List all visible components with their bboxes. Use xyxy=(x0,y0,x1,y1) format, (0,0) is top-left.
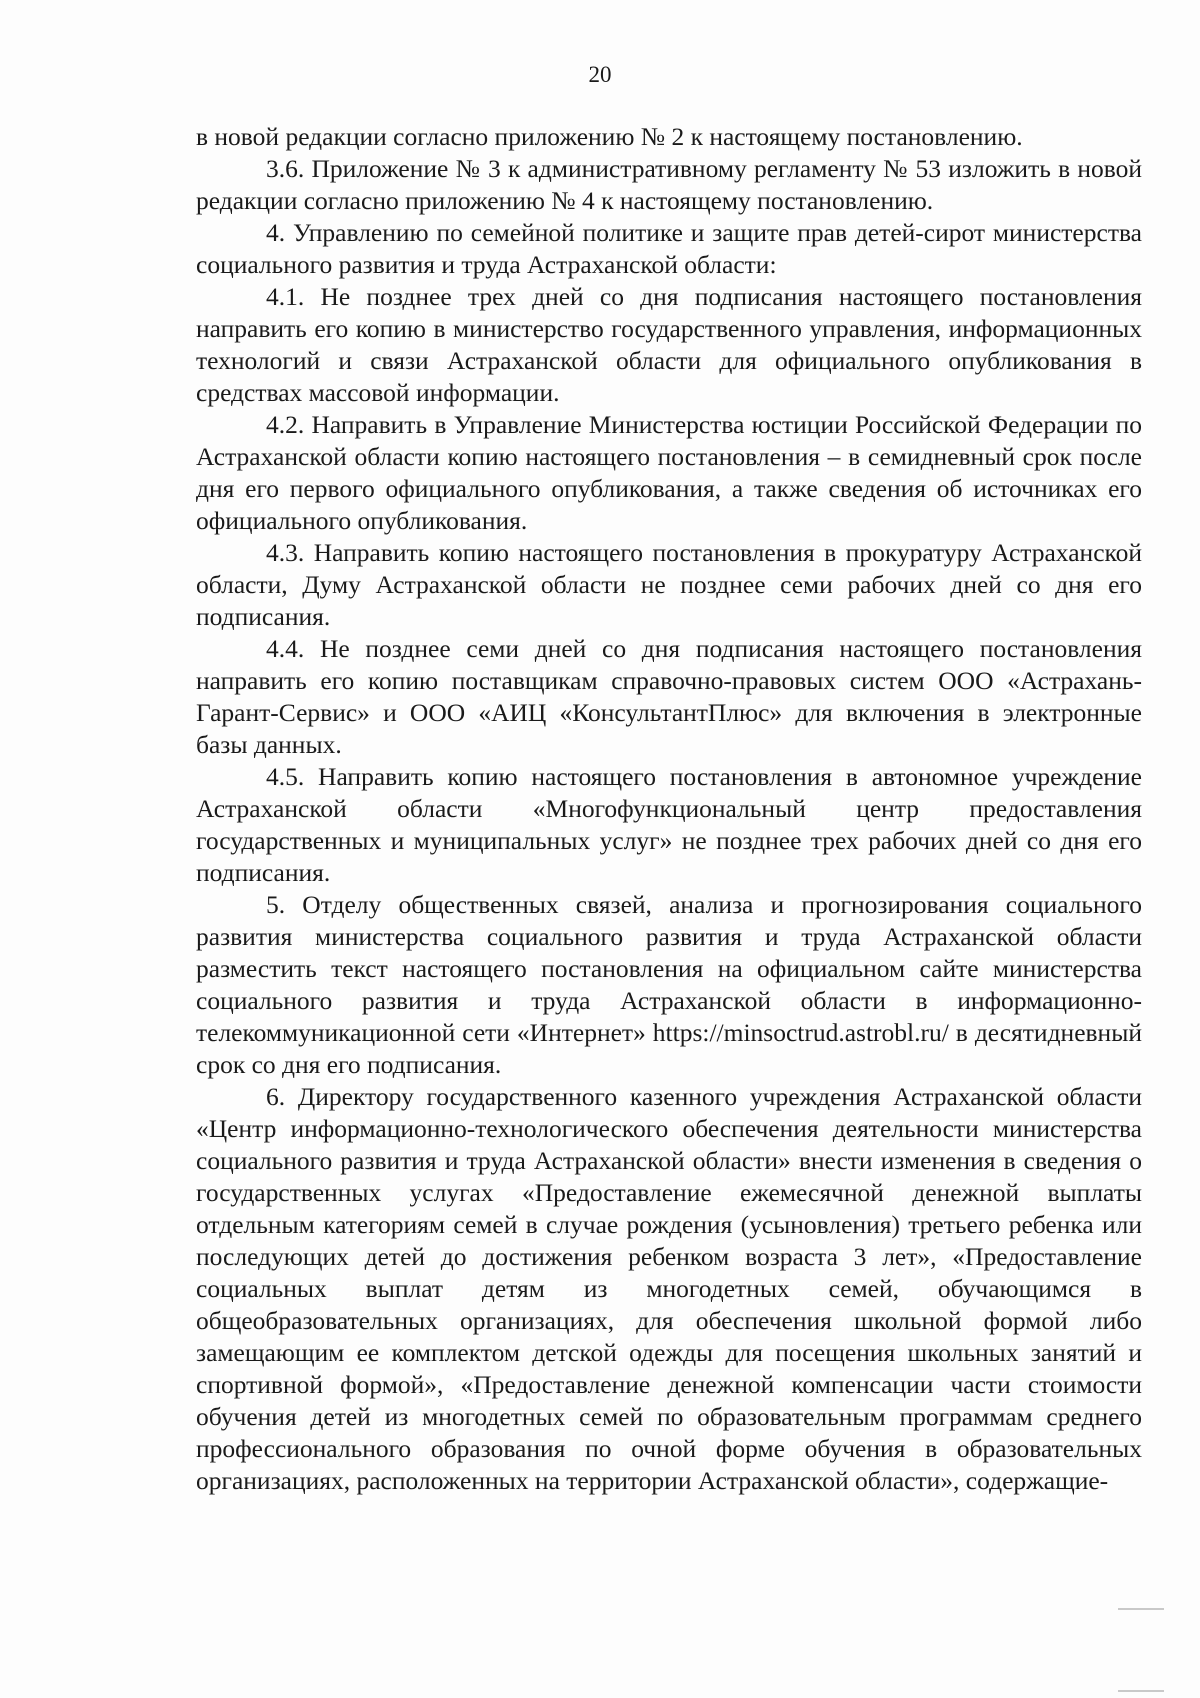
paragraph-4-2: 4.2. Направить в Управление Министерства юстиции Российской Федерации по Астраханской области копию настоящего постановления – в семидневный срок после дня его первого официального опубликования, а также сведения об источниках его официального опубликования. xyxy=(196,410,1142,535)
paragraph-5: 5. Отделу общественных связей, анализа и прогнозирования социального развития министерства социального развития и труда Астраханской области разместить текст настоящего постановления на официальном сайте министерства социального развития и труда Астраханской области в информационно-телекоммуникационной сети «Интернет» https://minsoctrud.astrobl.ru/ в десятидневный срок со дня его подписания. xyxy=(196,890,1142,1079)
document-body xyxy=(196,121,1142,1497)
page-number: 20 xyxy=(588,62,612,87)
paragraph-4-3: 4.3. Направить копию настоящего постановления в прокуратуру Астраханской области, Думу Астраханской области не позднее семи рабочих дней со дня его подписания. xyxy=(196,538,1142,631)
scan-edge-mark xyxy=(1118,1690,1164,1692)
paragraph-6: 6. Директору государственного казенного учреждения Астраханской области «Центр информационно-технологического обеспечения деятельности министерства социального развития и труда Астраханской области» внести изменения в сведения о государственных услугах «Предоставление ежемесячной денежной выплаты отдельным категориям семей в случае рождения (усыновления) третьего ребенка или последующих детей до достижения ребенком возраста 3 лет», «Предоставление социальных выплат детям из многодетных семей, обучающимся в общеобразовательных организациях, для обеспечения школьной формой либо замещающим ее комплектом детской одежды для посещения школьных занятий и спортивной формой», «Предоставление денежной компенсации части стоимости обучения детей из многодетных семей по образовательным программам среднего профессионального образования по очной форме обучения в образовательных организациях, расположенных на территории Астраханской области», содержащие- xyxy=(196,1082,1142,1495)
paragraph-4-1: 4.1. Не позднее трех дней со дня подписания настоящего постановления направить его копию в министерство государственного управления, информационных технологий и связи Астраханской области для официального опубликования в средствах массовой информации. xyxy=(196,282,1142,407)
paragraph-continuation: в новой редакции согласно приложению № 2 к настоящему постановлению. xyxy=(196,122,1023,151)
paragraph-4-4: 4.4. Не позднее семи дней со дня подписания настоящего постановления направить его копию поставщикам справочно-правовых систем ООО «Астрахань-Гарант-Сервис» и ООО «АИЦ «КонсультантПлюс» для включения в электронные базы данных. xyxy=(196,634,1142,759)
paragraph-4: 4. Управлению по семейной политике и защите прав детей-сирот министерства социального развития и труда Астраханской области: xyxy=(196,218,1142,279)
paragraph-3-6: 3.6. Приложение № 3 к административному регламенту № 53 изложить в новой редакции согласно приложению № 4 к настоящему постановлению. xyxy=(196,154,1142,215)
paragraph-4-5: 4.5. Направить копию настоящего постановления в автономное учреждение Астраханской области «Многофункциональный центр предоставления государственных и муниципальных услуг» не позднее трех рабочих дней со дня его подписания. xyxy=(196,762,1142,887)
scan-edge-mark xyxy=(1118,1608,1164,1610)
